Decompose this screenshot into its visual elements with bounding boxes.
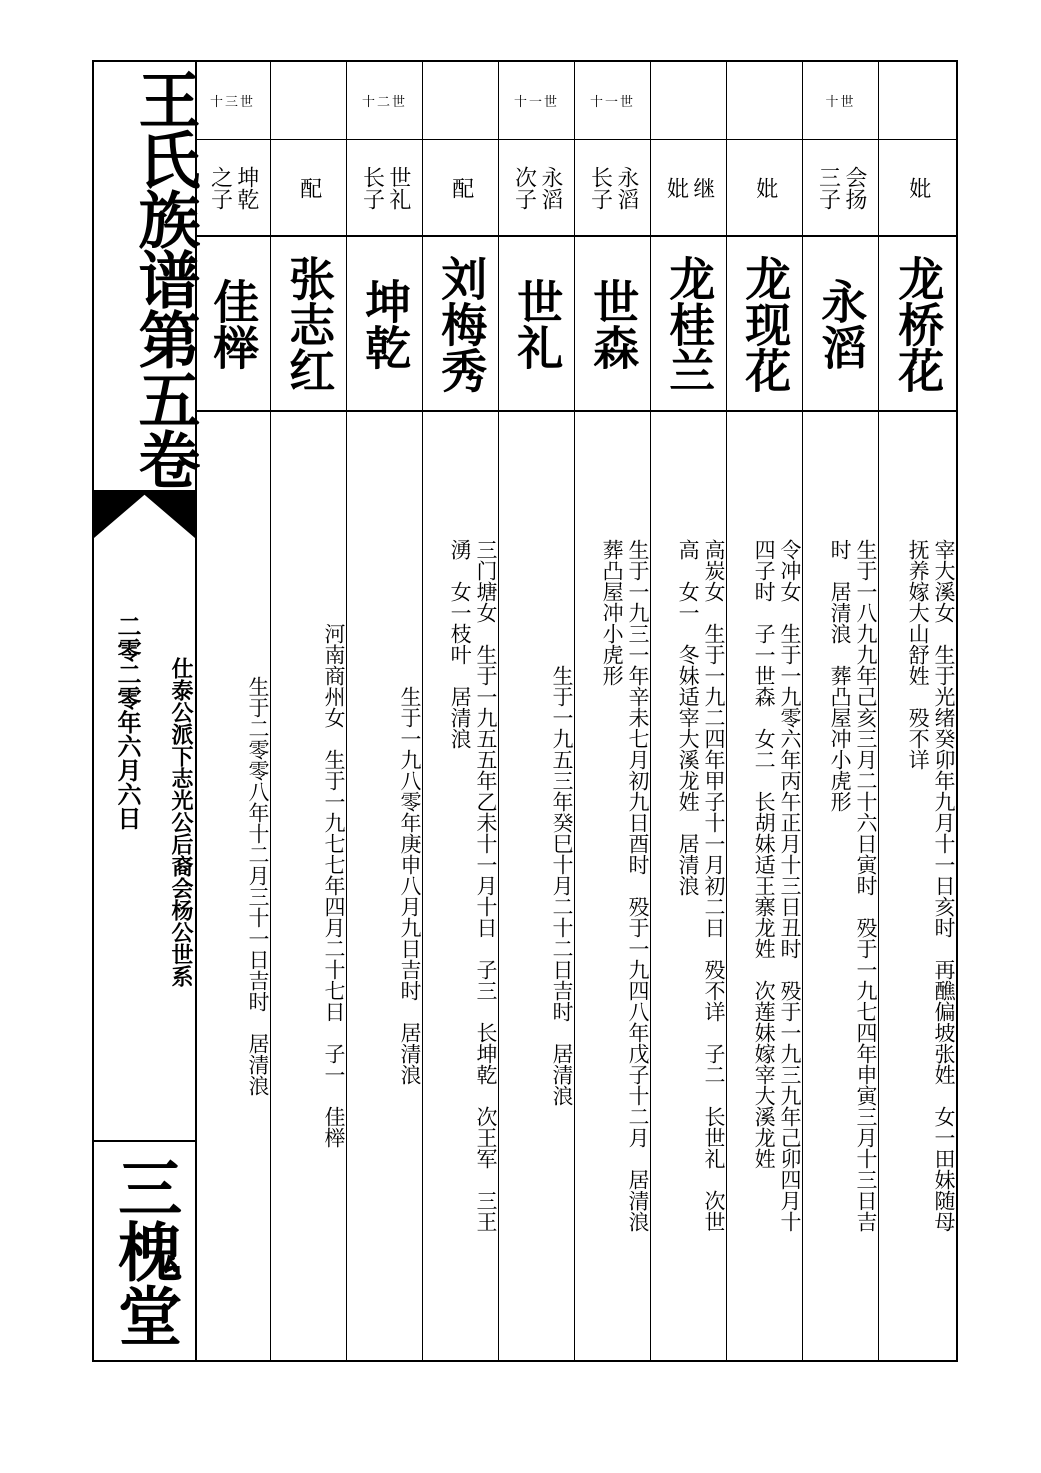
genealogy-columns bbox=[195, 62, 956, 1360]
relation-label: 会扬 三子 bbox=[803, 140, 878, 237]
relation-label: 坤乾 之子 bbox=[195, 140, 270, 237]
lineage-subtitle: 仕泰公派下志光公后裔会杨公世系 bbox=[168, 657, 194, 987]
generation-label bbox=[727, 62, 802, 140]
person-name: 龙桂兰 bbox=[651, 237, 726, 412]
relation-label: 配 bbox=[423, 140, 498, 237]
person-record: 令冲女 生于一九零六年丙午正月十三日丑时 殁于一九三九年己卯四月十 四子时 子一世森 女二 长胡妹适王寨龙姓 次莲妹嫁宰大溪龙姓 bbox=[752, 539, 802, 1232]
person-column bbox=[879, 62, 956, 1360]
generation-label: 十一世 bbox=[575, 62, 650, 140]
relation-label: 配 bbox=[271, 140, 346, 237]
hall-name: 三槐堂 bbox=[107, 1155, 183, 1347]
person-name: 世森 bbox=[575, 237, 650, 412]
person-column bbox=[651, 62, 727, 1360]
person-name: 龙桥花 bbox=[879, 237, 956, 412]
generation-label bbox=[423, 62, 498, 140]
person-column bbox=[727, 62, 803, 1360]
relation-label: 妣 bbox=[879, 140, 956, 237]
relation-label: 继 妣 bbox=[651, 140, 726, 237]
person-column bbox=[575, 62, 651, 1360]
person-column bbox=[499, 62, 575, 1360]
person-record: 宰大溪女 生于光绪癸卯年九月十一日亥时 再醮偏坡张姓 女一田妹随母 抚养嫁大山舒姓 殁不详 bbox=[906, 539, 956, 1232]
relation-label: 妣 bbox=[727, 140, 802, 237]
relation-label: 永滔 次子 bbox=[499, 140, 574, 237]
generation-label: 十三世 bbox=[195, 62, 270, 140]
person-record: 生于一九三一年辛未七月初九日酉时 殁于一九四八年戊子十二月 居清浪 葬凸屋冲小虎形 bbox=[600, 539, 650, 1232]
person-column bbox=[803, 62, 879, 1360]
person-name: 张志红 bbox=[271, 237, 346, 412]
person-record: 高炭女 生于一九二四年甲子十一月初二日 殁不详 子二 长世礼 次世 高 女一 冬妹适宰大溪龙姓 居清浪 bbox=[676, 539, 726, 1232]
fishtail-ornament bbox=[94, 492, 195, 538]
genealogy-page bbox=[92, 60, 958, 1362]
person-name: 刘梅秀 bbox=[423, 237, 498, 412]
title-strip bbox=[94, 62, 201, 1360]
compile-date: 二零二零年六月六日 bbox=[113, 614, 142, 830]
title-divider bbox=[94, 490, 195, 492]
relation-label: 永滔 长子 bbox=[575, 140, 650, 237]
person-record: 生于二零零八年十二月三十一日吉时 居清浪 bbox=[246, 675, 270, 1096]
generation-label: 十二世 bbox=[347, 62, 422, 140]
person-record: 生于一九五三年癸巳十月二十二日吉时 居清浪 bbox=[550, 665, 574, 1106]
person-record: 三门塘女 生于一九五五年乙未十一月十日 子三 长坤乾 次王军 三王 湧 女一枝叶 居清浪 bbox=[448, 539, 498, 1232]
person-name: 世礼 bbox=[499, 237, 574, 412]
person-column bbox=[195, 62, 271, 1360]
person-name: 永滔 bbox=[803, 237, 878, 412]
book-title: 王氏族谱第五卷 bbox=[128, 68, 201, 488]
generation-label bbox=[651, 62, 726, 140]
generation-label: 十世 bbox=[803, 62, 878, 140]
generation-label bbox=[271, 62, 346, 140]
person-record: 生于一九八零年庚申八月九日吉时 居清浪 bbox=[398, 686, 422, 1085]
person-record: 河南商州女 生于一九七七年四月二十七日 子一 佳榉 bbox=[322, 623, 346, 1148]
person-name: 龙现花 bbox=[727, 237, 802, 412]
person-record: 生于一八九九年己亥三月二十六日寅时 殁于一九七四年申寅三月十三日吉 时 居清浪 葬凸屋冲小虎形 bbox=[828, 539, 878, 1232]
relation-label: 世礼 长子 bbox=[347, 140, 422, 237]
person-name: 佳榉 bbox=[195, 237, 270, 412]
person-column bbox=[347, 62, 423, 1360]
person-column bbox=[423, 62, 499, 1360]
generation-label bbox=[879, 62, 956, 140]
person-name: 坤乾 bbox=[347, 237, 422, 412]
person-column bbox=[271, 62, 347, 1360]
generation-label: 十一世 bbox=[499, 62, 574, 140]
